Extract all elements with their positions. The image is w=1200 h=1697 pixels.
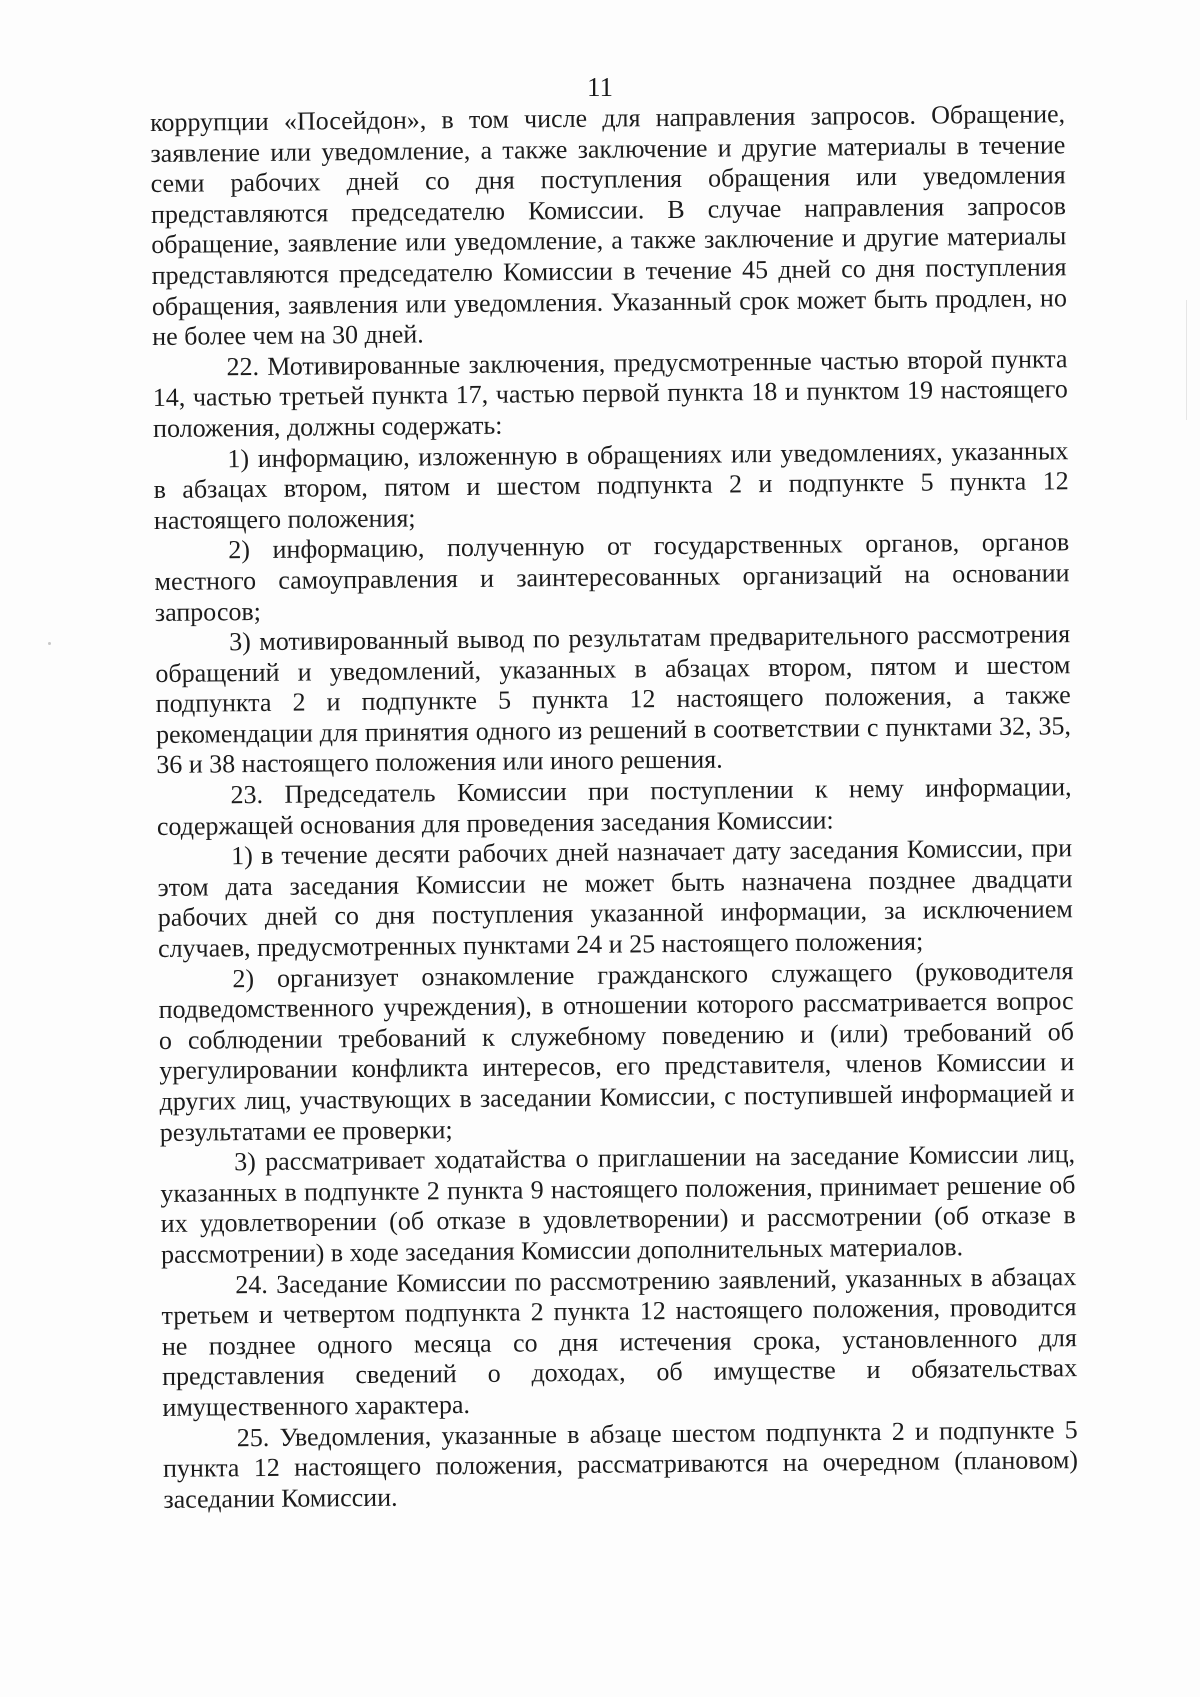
paragraph-22-item-1: 1) информацию, изложенную в обращениях или уведомлениях, указанных в абзацах втором, пятом и шестом подпункта 2 и подпункте 5 пункта 12 настоящего положения;	[153, 435, 1069, 535]
paragraph-22-item-2: 2) информацию, полученную от государственных органов, органов местного самоуправления и заинтересованных организаций на основании запросов;	[154, 527, 1070, 627]
scan-edge-mark	[1186, 300, 1187, 420]
paragraph-22: 22. Мотивированные заключения, предусмотренные частью второй пункта 14, частью третьей пункта 17, частью первой пункта 18 и пунктом 19 настоящего положения, должны содержать:	[152, 343, 1068, 443]
paragraph-23-item-2: 2) организует ознакомление гражданского служащего (руководителя подведомственного учреждения), в отношении которого рассматривается вопрос о соблюдении требований к служебному поведению и (или) требований об урегулировании конфликта интересов, его представителя, членов Комиссии и других лиц, участвующих в заседании Комиссии, с поступившей информацией и результатами ее проверки;	[158, 955, 1075, 1147]
document-body	[150, 99, 1078, 1515]
page-number: 11	[587, 72, 613, 102]
paragraph-23: 23. Председатель Комиссии при поступлении к нему информации, содержащей основания для проведения заседания Комиссии:	[156, 772, 1072, 841]
paragraph-23-item-3: 3) рассматривает ходатайства о приглашении на заседание Комиссии лиц, указанных в подпункте 2 пункта 9 настоящего положения, принимает решение об их удовлетворении (об отказе в удовлетворении) и рассмотрении (об отказе в рассмотрении) в ходе заседания Комиссии дополнительных материалов.	[160, 1139, 1076, 1269]
paragraph-23-item-1: 1) в течение десяти рабочих дней назначает дату заседания Комиссии, при этом дата заседания Комиссии не может быть назначена позднее двадцати рабочих дней со дня поступления указанной информации, за исключением случаев, предусмотренных пунктами 24 и 25 настоящего положения;	[157, 833, 1073, 963]
paragraph-25: 25. Уведомления, указанные в абзаце шестом подпункта 2 и подпункте 5 пункта 12 настоящего положения, рассматриваются на очередном (плановом) заседании Комиссии.	[162, 1414, 1079, 1514]
paragraph-24: 24. Заседание Комиссии по рассмотрению заявлений, указанных в абзацах третьем и четвертом подпункта 2 пункта 12 настоящего положения, проводится не позднее одного месяца со дня истечения срока, установленного для представления сведений о доходах, об имуществе и обязательствах имущественного характера.	[161, 1261, 1078, 1422]
scan-speck	[48, 642, 51, 645]
paragraph-continuation: коррупции «Посейдон», в том числе для направления запросов. Обращение, заявление или уведомление, а также заключение и другие материалы в течение семи рабочих дней со дня поступления обращения или уведомления представляются председателю Комиссии. В случае направления запросов обращение, заявление или уведомление, а также заключение и другие материалы представляются председателю Комиссии в течение 45 дней со дня поступления обращения, заявления или уведомления. Указанный срок может быть продлен, но не более чем на 30 дней.	[150, 99, 1067, 352]
paragraph-22-item-3: 3) мотивированный вывод по результатам предварительного рассмотрения обращений и уведомлений, указанных в абзацах втором, пятом и шестом подпункта 2 и подпункте 5 пункта 12 настоящего положения, а также рекомендации для принятия одного из решений в соответствии с пунктами 32, 35, 36 и 38 настоящего положения или иного решения.	[155, 619, 1072, 780]
